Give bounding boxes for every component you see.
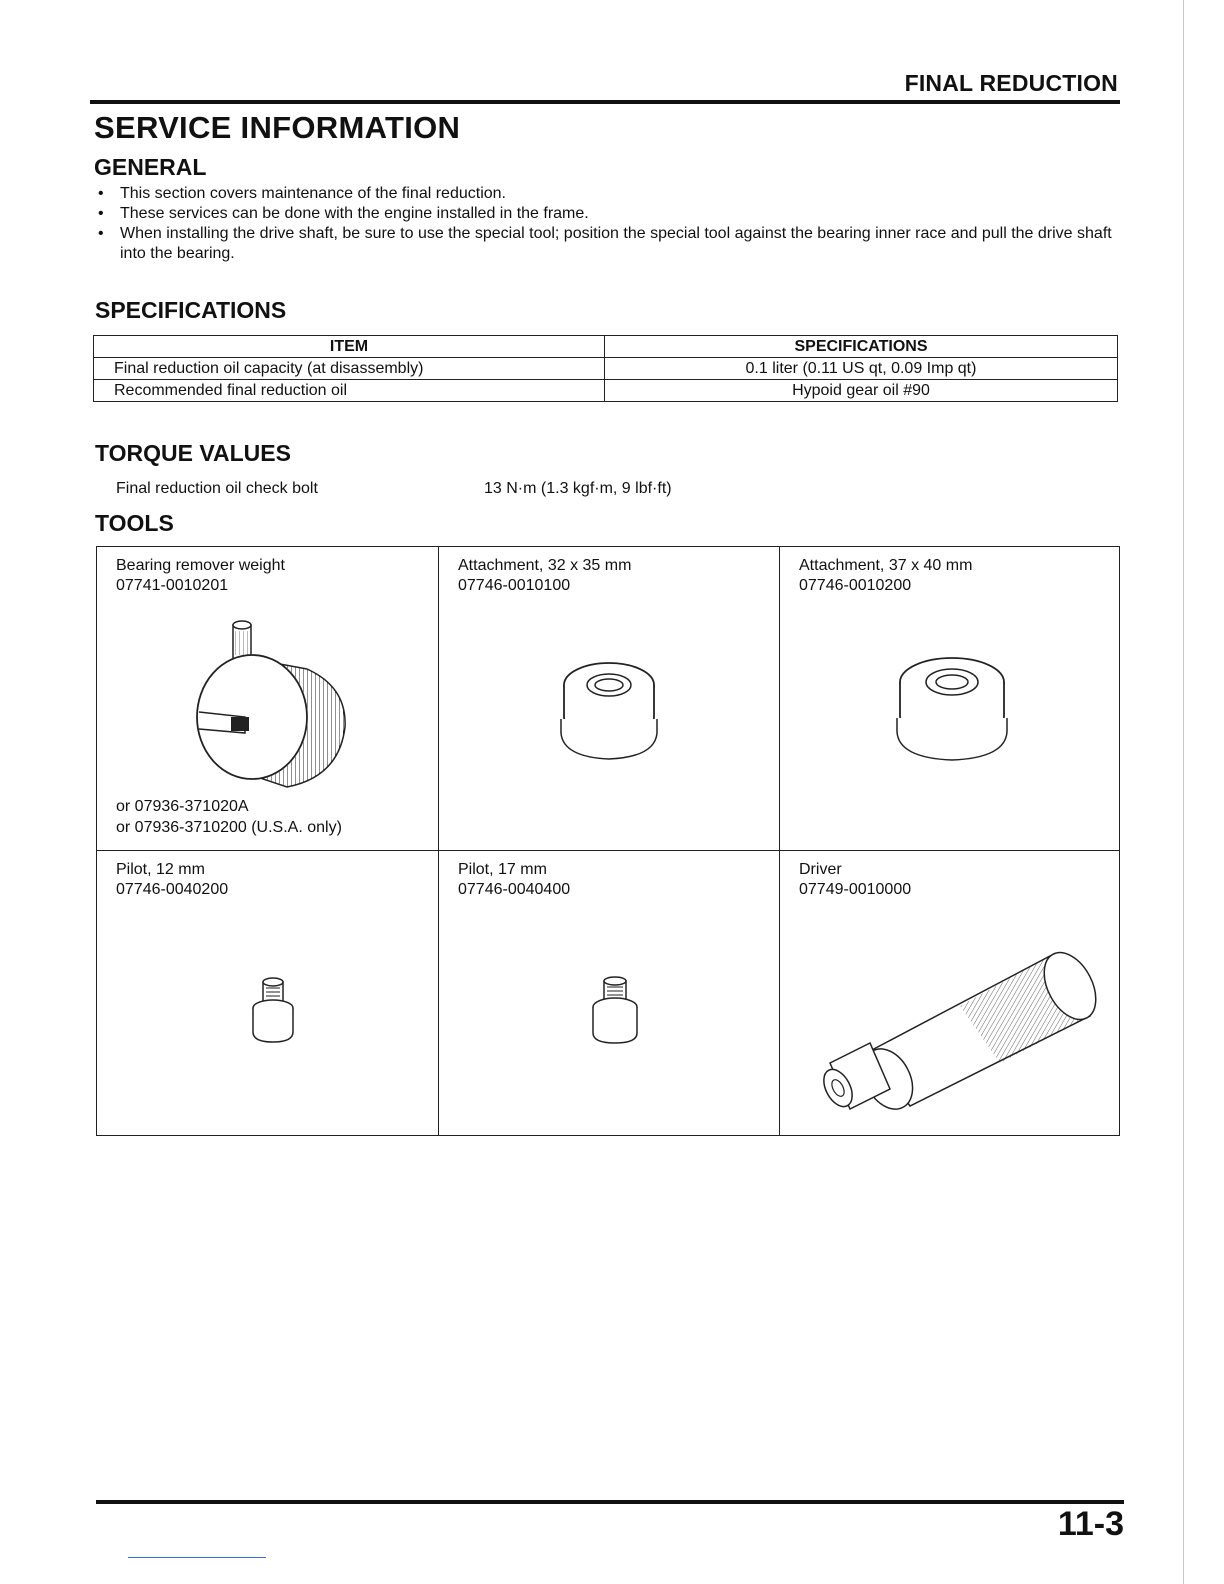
column-header-item: ITEM — [94, 336, 605, 358]
section-title: FINAL REDUCTION — [904, 70, 1118, 96]
tool-part-number: 07746-0010200 — [799, 577, 912, 594]
tool-cell — [780, 547, 1119, 850]
tool-cell — [97, 851, 438, 1135]
torque-item: Final reduction oil check bolt — [116, 480, 318, 497]
tool-name: Attachment, 37 x 40 mm — [799, 557, 973, 574]
general-heading: GENERAL — [94, 154, 207, 180]
margin-line — [1183, 0, 1184, 1584]
table-row — [94, 380, 1118, 402]
tool-name: Pilot, 12 mm — [116, 861, 205, 878]
tool-cell — [97, 547, 438, 850]
alternate-part-number: or 07936-3710200 (U.S.A. only) — [116, 819, 342, 836]
tool-part-number: 07749-0010000 — [799, 881, 912, 898]
tool-part-number: 07746-0040200 — [116, 881, 229, 898]
tool-cell — [780, 851, 1119, 1135]
tools-heading: TOOLS — [95, 510, 174, 536]
page-title: SERVICE INFORMATION — [94, 110, 461, 145]
bullet-item: • This section covers maintenance of the final reduction. — [96, 184, 1126, 204]
bearing-remover-weight-icon — [187, 617, 357, 797]
attachment-icon — [895, 652, 1010, 762]
tool-name: Bearing remover weight — [116, 557, 285, 574]
link-underline — [128, 1557, 266, 1558]
attachment-icon — [559, 657, 659, 762]
table-header-row — [94, 336, 1118, 358]
pilot-icon — [589, 975, 641, 1047]
bullet-item: • When installing the drive shaft, be sure to use the special tool; position the special tool against the bearing inner race and pull the drive shaft into the bearing. — [96, 224, 1126, 264]
tool-name: Attachment, 32 x 35 mm — [458, 557, 632, 574]
alternate-part-number: or 07936-371020A — [116, 798, 249, 815]
table-cell-item: Final reduction oil capacity (at disassembly) — [94, 358, 605, 380]
tool-name: Pilot, 17 mm — [458, 861, 547, 878]
driver-icon — [800, 901, 1110, 1111]
table-cell-value: 0.1 liter (0.11 US qt, 0.09 Imp qt) — [605, 358, 1118, 380]
footer-rule — [96, 1500, 1124, 1504]
table-cell-item: Recommended final reduction oil — [94, 380, 605, 402]
tool-part-number: 07746-0010100 — [458, 577, 571, 594]
tools-grid — [96, 546, 1120, 1136]
column-header-specifications: SPECIFICATIONS — [605, 336, 1118, 358]
page-number: 11-3 — [1057, 1505, 1124, 1543]
header-rule — [90, 100, 1120, 104]
tool-cell — [439, 547, 779, 850]
tool-part-number: 07746-0040400 — [458, 881, 571, 898]
bullet-item: • These services can be done with the engine installed in the frame. — [96, 204, 1126, 224]
table-cell-value: Hypoid gear oil #90 — [605, 380, 1118, 402]
tool-cell — [439, 851, 779, 1135]
general-bullet-list — [96, 184, 1126, 264]
torque-value: 13 N·m (1.3 kgf·m, 9 lbf·ft) — [484, 480, 672, 497]
specifications-table — [93, 335, 1118, 402]
specifications-heading: SPECIFICATIONS — [95, 297, 287, 323]
tool-name: Driver — [799, 861, 842, 878]
table-row — [94, 358, 1118, 380]
tool-part-number: 07741-0010201 — [116, 577, 229, 594]
torque-values-heading: TORQUE VALUES — [95, 440, 291, 466]
pilot-icon — [249, 976, 297, 1046]
